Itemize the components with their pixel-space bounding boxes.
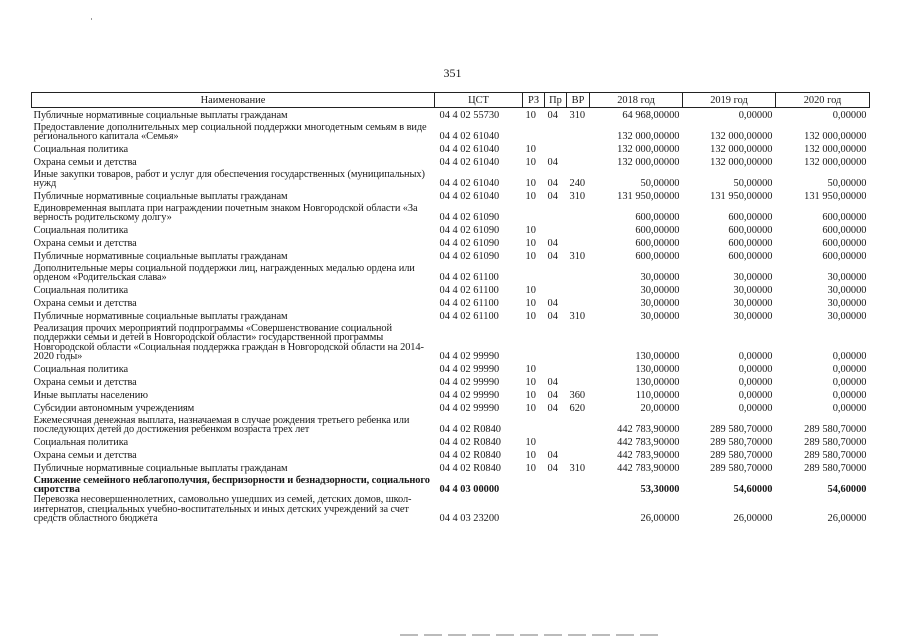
row-2020: 0,00000 xyxy=(832,110,867,122)
row-2019: 26,00000 xyxy=(733,513,773,525)
row-2020: 0,00000 xyxy=(832,390,867,402)
row-cst: 04 4 02 R0840 xyxy=(439,450,501,462)
row-vr: 620 xyxy=(569,403,586,415)
row-vr xyxy=(567,121,590,142)
row-rz xyxy=(523,414,545,435)
row-cst: 04 4 02 61100 xyxy=(439,285,499,297)
row-2020: 289 580,70000 xyxy=(804,437,867,449)
row-vr xyxy=(567,262,590,283)
header-2020: 2020 год xyxy=(776,93,870,108)
row-name: Социальная политика xyxy=(33,144,128,156)
header-2018: 2018 год xyxy=(590,93,683,108)
row-2019: 30,00000 xyxy=(733,285,773,297)
row-vr xyxy=(567,202,590,223)
row-2019: 30,00000 xyxy=(733,298,773,310)
budget-table xyxy=(31,92,870,524)
row-rz: 10 xyxy=(525,238,536,250)
row-rz xyxy=(523,121,545,142)
row-2020: 131 950,00000 xyxy=(804,191,867,203)
row-cst: 04 4 02 61040 xyxy=(439,157,500,169)
header-2019: 2019 год xyxy=(683,93,776,108)
row-name: Социальная политика xyxy=(33,364,128,376)
row-rz xyxy=(523,474,545,495)
row-2018: 30,00000 xyxy=(640,285,680,297)
row-pr xyxy=(545,322,567,362)
row-cst: 04 4 02 61090 xyxy=(439,212,500,224)
row-name: Охрана семьи и детства xyxy=(33,298,137,310)
row-2020: 289 580,70000 xyxy=(804,450,867,462)
row-2020: 30,00000 xyxy=(827,298,867,310)
row-vr: 240 xyxy=(569,178,586,190)
row-2018: 132 000,00000 xyxy=(617,144,680,156)
row-2018: 30,00000 xyxy=(640,272,680,284)
row-name: Субсидии автономным учреждениям xyxy=(33,403,195,415)
table-row xyxy=(32,448,870,461)
row-2018: 442 783,90000 xyxy=(617,424,680,436)
row-2018: 50,00000 xyxy=(640,178,680,190)
table-row xyxy=(32,236,870,249)
header-cst: ЦСТ xyxy=(435,93,523,108)
row-vr xyxy=(567,155,590,168)
row-2018: 442 783,90000 xyxy=(617,450,680,462)
row-cst: 04 4 02 R0840 xyxy=(439,424,501,436)
row-name: Социальная политика xyxy=(33,285,128,297)
row-2020: 132 000,00000 xyxy=(804,157,867,169)
scan-artifact-bottom xyxy=(400,634,660,636)
row-cst: 04 4 02 61040 xyxy=(439,144,500,156)
row-2019: 289 580,70000 xyxy=(710,424,773,436)
row-2018: 26,00000 xyxy=(640,513,680,525)
row-pr: 04 xyxy=(547,238,558,250)
row-vr: 360 xyxy=(569,390,586,402)
table-row xyxy=(32,388,870,401)
row-name: Охрана семьи и детства xyxy=(33,450,137,462)
row-2019: 600,00000 xyxy=(728,225,773,237)
row-2018: 20,00000 xyxy=(640,403,680,415)
row-2019: 132 000,00000 xyxy=(710,131,773,143)
row-name: Охрана семьи и детства xyxy=(33,157,137,169)
row-pr xyxy=(545,202,567,223)
row-vr xyxy=(567,435,590,448)
row-pr: 04 xyxy=(547,390,558,402)
row-2020: 30,00000 xyxy=(827,272,867,284)
row-vr xyxy=(567,236,590,249)
row-name: Реализация прочих мероприятий подпрограммы «Совершенствование социальной поддержки семьи и детей в Новгородской области» государственной программы Новгородской области «Социальная поддержка граждан в Новгородской области на 2014-2020 годы» xyxy=(33,322,424,363)
row-2018: 110,00000 xyxy=(635,390,680,402)
row-pr: 04 xyxy=(547,463,558,475)
row-2018: 130,00000 xyxy=(635,351,680,363)
row-name: Единовременная выплата при награждении почетным знаком Новгородской области «За верность родительскому долгу» xyxy=(33,202,418,224)
row-pr: 04 xyxy=(547,298,558,310)
row-rz xyxy=(523,202,545,223)
row-rz: 10 xyxy=(525,251,536,263)
row-2019: 600,00000 xyxy=(728,212,773,224)
row-cst: 04 4 02 99990 xyxy=(439,390,500,402)
table-row xyxy=(32,142,870,155)
row-2019: 132 000,00000 xyxy=(710,157,773,169)
row-cst: 04 4 02 61090 xyxy=(439,251,500,263)
row-rz: 10 xyxy=(525,178,536,190)
row-pr xyxy=(545,362,567,375)
row-2018: 600,00000 xyxy=(635,238,680,250)
row-rz: 10 xyxy=(525,390,536,402)
row-pr: 04 xyxy=(547,191,558,203)
row-name: Ежемесячная денежная выплата, назначаемая в случае рождения третьего ребенка или последующих детей до достижения ребенком возраста трех лет xyxy=(33,414,410,436)
row-cst: 04 4 03 00000 xyxy=(439,484,500,496)
row-2018: 130,00000 xyxy=(635,377,680,389)
row-2019: 50,00000 xyxy=(733,178,773,190)
header-name: Наименование xyxy=(32,93,435,108)
table-row xyxy=(32,495,870,524)
row-2019: 54,60000 xyxy=(733,484,773,496)
row-2019: 0,00000 xyxy=(738,403,773,415)
row-cst: 04 4 03 23200 xyxy=(439,513,500,525)
table-row xyxy=(32,401,870,414)
page-number: 351 xyxy=(443,66,462,80)
row-rz xyxy=(523,262,545,283)
row-2019: 600,00000 xyxy=(728,251,773,263)
row-2020: 54,60000 xyxy=(827,484,867,496)
table-row xyxy=(32,322,870,362)
row-name: Публичные нормативные социальные выплаты гражданам xyxy=(33,251,288,263)
row-rz: 10 xyxy=(525,450,536,462)
table-row xyxy=(32,262,870,283)
row-rz: 10 xyxy=(525,463,536,475)
row-2018: 442 783,90000 xyxy=(617,463,680,475)
row-name: Дополнительные меры социальной поддержки лиц, награжденных медалью ордена или орденом «Родительская слава» xyxy=(33,262,415,284)
row-vr: 310 xyxy=(569,251,586,263)
row-2018: 600,00000 xyxy=(635,212,680,224)
row-rz: 10 xyxy=(525,437,536,449)
row-rz: 10 xyxy=(525,110,536,122)
table-row xyxy=(32,155,870,168)
row-2020: 132 000,00000 xyxy=(804,144,867,156)
table-row xyxy=(32,189,870,202)
row-2019: 0,00000 xyxy=(738,377,773,389)
row-2018: 30,00000 xyxy=(640,311,680,323)
row-cst: 04 4 02 99990 xyxy=(439,351,500,363)
row-2018: 30,00000 xyxy=(640,298,680,310)
row-2018: 600,00000 xyxy=(635,251,680,263)
table-row xyxy=(32,362,870,375)
row-name: Публичные нормативные социальные выплаты гражданам xyxy=(33,191,288,203)
row-cst: 04 4 02 61100 xyxy=(439,311,499,323)
row-name: Охрана семьи и детства xyxy=(33,238,137,250)
row-pr xyxy=(545,414,567,435)
row-name: Предоставление дополнительных мер социальной поддержки многодетным семьям в виде регионального капитала «Семья» xyxy=(33,121,427,143)
row-cst: 04 4 02 61100 xyxy=(439,298,499,310)
row-2019: 0,00000 xyxy=(738,364,773,376)
row-cst: 04 4 02 61090 xyxy=(439,225,500,237)
row-vr xyxy=(567,283,590,296)
header-pr: Пр xyxy=(545,93,567,108)
row-pr xyxy=(545,435,567,448)
row-cst: 04 4 02 61090 xyxy=(439,238,500,250)
row-vr: 310 xyxy=(569,191,586,203)
row-2019: 30,00000 xyxy=(733,272,773,284)
row-cst: 04 4 02 R0840 xyxy=(439,463,501,475)
row-rz: 10 xyxy=(525,403,536,415)
row-vr xyxy=(567,375,590,388)
row-rz: 10 xyxy=(525,298,536,310)
table-body xyxy=(32,108,870,524)
row-vr xyxy=(567,142,590,155)
row-2019: 0,00000 xyxy=(738,351,773,363)
row-rz: 10 xyxy=(525,144,536,156)
row-pr: 04 xyxy=(547,377,558,389)
table-header-row xyxy=(32,93,870,108)
header-rz: РЗ xyxy=(523,93,545,108)
table-row xyxy=(32,414,870,435)
row-rz: 10 xyxy=(525,377,536,389)
row-cst: 04 4 02 99990 xyxy=(439,403,500,415)
row-2020: 132 000,00000 xyxy=(804,131,867,143)
row-2020: 50,00000 xyxy=(827,178,867,190)
row-rz: 10 xyxy=(525,157,536,169)
row-name: Публичные нормативные социальные выплаты гражданам xyxy=(33,463,288,475)
row-2019: 289 580,70000 xyxy=(710,450,773,462)
row-name: Перевозка несовершеннолетних, самовольно ушедших из семей, детских домов, школ-интернатов, специальных учебно-воспитательных и иных детских учреждений за счет средств областного бюджета xyxy=(33,494,412,525)
scan-artifact xyxy=(91,18,92,20)
row-2018: 600,00000 xyxy=(635,225,680,237)
table-row xyxy=(32,283,870,296)
row-2018: 131 950,00000 xyxy=(617,191,680,203)
row-2019: 131 950,00000 xyxy=(710,191,773,203)
row-pr: 04 xyxy=(547,178,558,190)
row-rz: 10 xyxy=(525,364,536,376)
row-pr: 04 xyxy=(547,403,558,415)
row-pr: 04 xyxy=(547,157,558,169)
header-vr: ВР xyxy=(567,93,590,108)
row-2019: 289 580,70000 xyxy=(710,437,773,449)
row-name: Снижение семейного неблагополучия, беспризорности и безнадзорности, социального сиротства xyxy=(33,474,430,496)
row-rz: 10 xyxy=(525,225,536,237)
row-2020: 0,00000 xyxy=(832,403,867,415)
row-cst: 04 4 02 55730 xyxy=(439,110,500,122)
row-2020: 600,00000 xyxy=(822,212,867,224)
row-name: Публичные нормативные социальные выплаты гражданам xyxy=(33,110,288,122)
row-2020: 0,00000 xyxy=(832,377,867,389)
row-rz xyxy=(523,495,545,524)
row-2018: 442 783,90000 xyxy=(617,437,680,449)
row-rz xyxy=(523,322,545,362)
row-pr xyxy=(545,223,567,236)
row-vr: 310 xyxy=(569,110,586,122)
row-pr xyxy=(545,121,567,142)
table-row xyxy=(32,168,870,189)
row-2020: 289 580,70000 xyxy=(804,424,867,436)
row-rz: 10 xyxy=(525,191,536,203)
row-2018: 132 000,00000 xyxy=(617,157,680,169)
table-row xyxy=(32,108,870,122)
row-name: Социальная политика xyxy=(33,437,128,449)
row-pr: 04 xyxy=(547,110,558,122)
row-vr: 310 xyxy=(569,463,586,475)
row-name: Публичные нормативные социальные выплаты гражданам xyxy=(33,311,288,323)
row-pr: 04 xyxy=(547,251,558,263)
row-cst: 04 4 02 61100 xyxy=(439,272,499,284)
row-2018: 53,30000 xyxy=(640,484,680,496)
row-2019: 132 000,00000 xyxy=(710,144,773,156)
row-name: Охрана семьи и детства xyxy=(33,377,137,389)
table-row xyxy=(32,296,870,309)
table-row xyxy=(32,249,870,262)
row-2020: 600,00000 xyxy=(822,225,867,237)
row-name: Иные закупки товаров, работ и услуг для обеспечения государственных (муниципальных) нужд xyxy=(33,168,425,190)
row-2020: 30,00000 xyxy=(827,311,867,323)
row-pr xyxy=(545,283,567,296)
row-pr: 04 xyxy=(547,450,558,462)
row-vr xyxy=(567,414,590,435)
row-2018: 130,00000 xyxy=(635,364,680,376)
row-2020: 30,00000 xyxy=(827,285,867,297)
row-vr xyxy=(567,223,590,236)
row-cst: 04 4 02 99990 xyxy=(439,364,500,376)
row-cst: 04 4 02 61040 xyxy=(439,191,500,203)
row-2018: 132 000,00000 xyxy=(617,131,680,143)
table-row xyxy=(32,121,870,142)
table-row xyxy=(32,375,870,388)
table-row xyxy=(32,461,870,474)
row-pr xyxy=(545,474,567,495)
row-pr xyxy=(545,495,567,524)
row-cst: 04 4 02 61040 xyxy=(439,131,500,143)
row-cst: 04 4 02 R0840 xyxy=(439,437,501,449)
row-2020: 600,00000 xyxy=(822,251,867,263)
row-vr: 310 xyxy=(569,311,586,323)
row-vr xyxy=(567,296,590,309)
row-2019: 0,00000 xyxy=(738,110,773,122)
row-name: Социальная политика xyxy=(33,225,128,237)
row-2020: 26,00000 xyxy=(827,513,867,525)
row-2019: 30,00000 xyxy=(733,311,773,323)
row-rz: 10 xyxy=(525,285,536,297)
row-2018: 64 968,00000 xyxy=(622,110,680,122)
row-pr: 04 xyxy=(547,311,558,323)
table-row xyxy=(32,223,870,236)
table-row xyxy=(32,474,870,495)
row-vr xyxy=(567,474,590,495)
row-cst: 04 4 02 61040 xyxy=(439,178,500,190)
row-2020: 289 580,70000 xyxy=(804,463,867,475)
table-row xyxy=(32,435,870,448)
row-vr xyxy=(567,362,590,375)
row-pr xyxy=(545,262,567,283)
row-pr xyxy=(545,142,567,155)
row-rz: 10 xyxy=(525,311,536,323)
row-vr xyxy=(567,448,590,461)
table-row xyxy=(32,309,870,322)
row-2019: 0,00000 xyxy=(738,390,773,402)
row-2020: 0,00000 xyxy=(832,364,867,376)
row-cst: 04 4 02 99990 xyxy=(439,377,500,389)
row-name: Иные выплаты населению xyxy=(33,390,148,402)
row-2019: 600,00000 xyxy=(728,238,773,250)
row-vr xyxy=(567,322,590,362)
row-2019: 289 580,70000 xyxy=(710,463,773,475)
row-vr xyxy=(567,495,590,524)
table-row xyxy=(32,202,870,223)
row-2020: 600,00000 xyxy=(822,238,867,250)
row-2020: 0,00000 xyxy=(832,351,867,363)
